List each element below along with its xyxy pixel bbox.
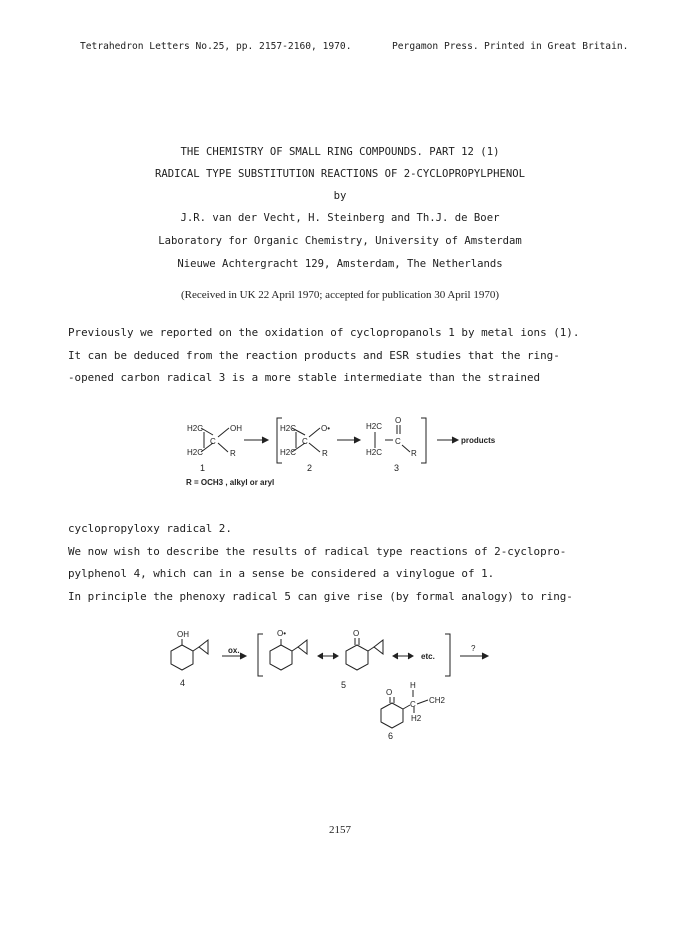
- s2-label-4: 4: [180, 678, 186, 688]
- s2-label-5: 5: [341, 680, 347, 690]
- s1-label-3: 3: [394, 463, 400, 473]
- s1-r-a: R: [230, 449, 236, 458]
- s3-c: C: [395, 437, 401, 446]
- journal-citation: Tetrahedron Letters No.25, pp. 2157-2160, 1970.: [80, 41, 352, 52]
- s2-o-rad: O•: [277, 629, 287, 638]
- body-line-3: -opened carbon radical 3 is a more stable intermediate than the strained: [68, 371, 541, 384]
- body-line-5: We now wish to describe the results of radical type reactions of 2-cyclopro-: [68, 545, 567, 558]
- s1-legend: R = OCH3 , alkyl or aryl: [186, 478, 275, 487]
- s2-o-6: O: [386, 688, 393, 697]
- s1-label-1: 1: [200, 463, 206, 473]
- s2-label-6: 6: [388, 731, 394, 741]
- received-dates: (Received in UK 22 April 1970; accepted for publication 30 April 1970): [180, 289, 499, 301]
- page-number: 2157: [329, 824, 351, 836]
- address: Nieuwe Achtergracht 129, Amsterdam, The Netherlands: [177, 258, 503, 270]
- s2-h2: H2: [411, 714, 422, 723]
- by-line: by: [333, 190, 347, 202]
- s2-h2c-b: H2C: [280, 448, 297, 457]
- s2-c-6: C: [410, 700, 416, 709]
- paper-subtitle: RADICAL TYPE SUBSTITUTION REACTIONS OF 2-CYCLOPROPYLPHENOL: [155, 168, 525, 180]
- body-line-7: In principle the phenoxy radical 5 can give rise (by formal analogy) to ring-: [68, 590, 573, 603]
- s1-h2c-b: H2C: [187, 448, 204, 457]
- body-line-4: cyclopropyloxy radical 2.: [68, 522, 232, 535]
- s2-r: R: [322, 449, 328, 458]
- s1-products: products: [461, 436, 496, 445]
- s2-c: C: [302, 437, 308, 446]
- s3-h2c-b: H2C: [366, 448, 383, 457]
- s3-r: R: [411, 449, 417, 458]
- s1-label-2: 2: [307, 463, 313, 473]
- s3-h2c-a: H2C: [366, 422, 383, 431]
- s1-h2c-a: H2C: [187, 424, 204, 433]
- s2-oh: OH: [177, 630, 189, 639]
- s2-etc: etc.: [421, 652, 435, 661]
- publisher: Pergamon Press.: [392, 41, 479, 52]
- body-line-6: pylphenol 4, which can in a sense be considered a vinylogue of 1.: [68, 567, 495, 580]
- s2-question: ?: [471, 644, 476, 653]
- s2-ch2: CH2: [429, 696, 446, 705]
- body-line-2: It can be deduced from the reaction products and ESR studies that the ring-: [68, 349, 560, 362]
- s2-ox: ox.: [228, 646, 240, 655]
- paper-title: THE CHEMISTRY OF SMALL RING COMPOUNDS. PART 12 (1): [180, 146, 500, 158]
- s2-h: H: [410, 681, 416, 690]
- s2-o: O: [353, 629, 360, 638]
- s1-oh: OH: [230, 424, 242, 433]
- authors: J.R. van der Vecht, H. Steinberg and Th.J. de Boer: [180, 212, 500, 224]
- affiliation: Laboratory for Organic Chemistry, University of Amsterdam: [158, 235, 522, 247]
- s2-o-rad: O•: [321, 424, 331, 433]
- s1-c-a: C: [210, 437, 216, 446]
- printed-location: Printed in Great Britain.: [484, 41, 629, 52]
- s3-o: O: [395, 416, 402, 425]
- body-line-1: Previously we reported on the oxidation of cyclopropanols 1 by metal ions (1).: [68, 326, 580, 339]
- s2-h2c-a: H2C: [280, 424, 297, 433]
